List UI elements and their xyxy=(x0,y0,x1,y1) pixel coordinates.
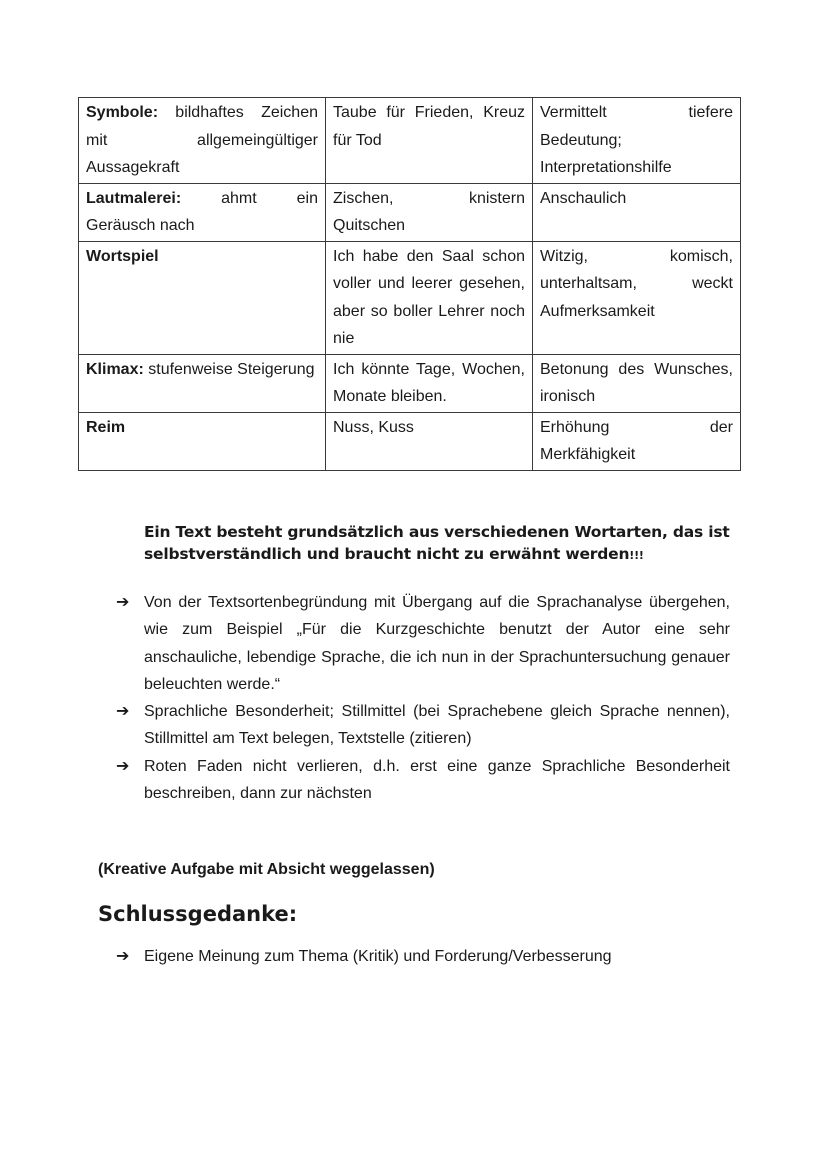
effect-cell: Vermittelt tiefere Bedeutung; Interpretationshilfe xyxy=(533,98,741,184)
right-arrow-icon: ➔ xyxy=(116,703,130,721)
right-arrow-icon: ➔ xyxy=(116,594,130,611)
example-cell: Zischen, knistern Quitschen xyxy=(326,183,533,241)
list-item xyxy=(116,753,730,808)
notice-text: Ein Text besteht grundsätzlich aus verschiedenen Wortarten, das ist selbstverständlich und braucht nicht zu erwähnt werden xyxy=(144,523,730,563)
device-term: Symbole: xyxy=(86,104,159,121)
device-term: Klimax: xyxy=(86,360,144,378)
table-row xyxy=(79,354,741,412)
device-cell xyxy=(79,412,326,470)
effect-cell: Witzig, komisch, unterhaltsam, weckt Aufmerksamkeit xyxy=(533,241,741,354)
right-arrow-icon: ➔ xyxy=(116,948,130,965)
closing-heading: Schlussgedanke: xyxy=(98,902,298,926)
word-types-notice xyxy=(144,521,734,567)
example-cell: Taube für Frieden, Kreuz für Tod xyxy=(326,98,533,184)
guidance-list xyxy=(116,589,730,807)
device-term: Lautmalerei: xyxy=(86,189,182,207)
creative-task-note: (Kreative Aufgabe mit Absicht weggelassen) xyxy=(98,861,435,878)
list-item-text: Von der Textsortenbegründung mit Übergang auf die Sprachanalyse übergehen, wie zum Beispiel „Für die Kurzgeschichte benutzt der Autor eine sehr anschauliche, lebendige Sprache, die ich nun in der Sprachuntersuchung genauer beleuchten werde.“ xyxy=(144,594,730,693)
device-cell xyxy=(79,354,326,412)
closing-item-text: Eigene Meinung zum Thema (Kritik) und Forderung/Verbesserung xyxy=(144,948,612,965)
device-cell xyxy=(79,241,326,354)
example-cell: Nuss, Kuss xyxy=(326,412,533,470)
list-item xyxy=(116,589,730,698)
device-term: Reim xyxy=(86,418,126,436)
device-definition: stufenweise Steigerung xyxy=(143,360,315,378)
list-item-text: Sprachliche Besonderheit; Stillmittel (bei Sprachebene gleich Sprache nennen), Stillmittel am Text belegen, Textstelle (zitieren) xyxy=(144,703,730,748)
effect-cell: Betonung des Wunsches, ironisch xyxy=(533,354,741,412)
effect-cell: Anschaulich xyxy=(533,183,741,241)
effect-cell: Erhöhung der Merkfähigkeit xyxy=(533,412,741,470)
table-row xyxy=(79,241,741,354)
closing-list-item xyxy=(116,943,730,970)
example-cell: Ich habe den Saal schon voller und leerer gesehen, aber so boller Lehrer noch nie xyxy=(326,241,533,354)
list-item xyxy=(116,698,730,753)
device-cell xyxy=(79,183,326,241)
notice-emphasis: !!! xyxy=(629,549,644,562)
stylistic-devices-table xyxy=(78,97,741,471)
table-row xyxy=(79,412,741,470)
device-definition: bildhaftes Zeichen mit allgemeingültiger Aussagekraft xyxy=(86,104,318,176)
table-row xyxy=(79,183,741,241)
device-definition: ahmt ein Geräusch nach xyxy=(86,189,318,234)
example-cell: Ich könnte Tage, Wochen, Monate bleiben. xyxy=(326,354,533,412)
right-arrow-icon: ➔ xyxy=(116,757,130,775)
table-row xyxy=(79,98,741,184)
list-item-text: Roten Faden nicht verlieren, d.h. erst eine ganze Sprachliche Besonderheit beschreiben, dann zur nächsten xyxy=(144,757,730,803)
device-cell xyxy=(79,98,326,184)
device-term: Wortspiel xyxy=(86,247,159,265)
